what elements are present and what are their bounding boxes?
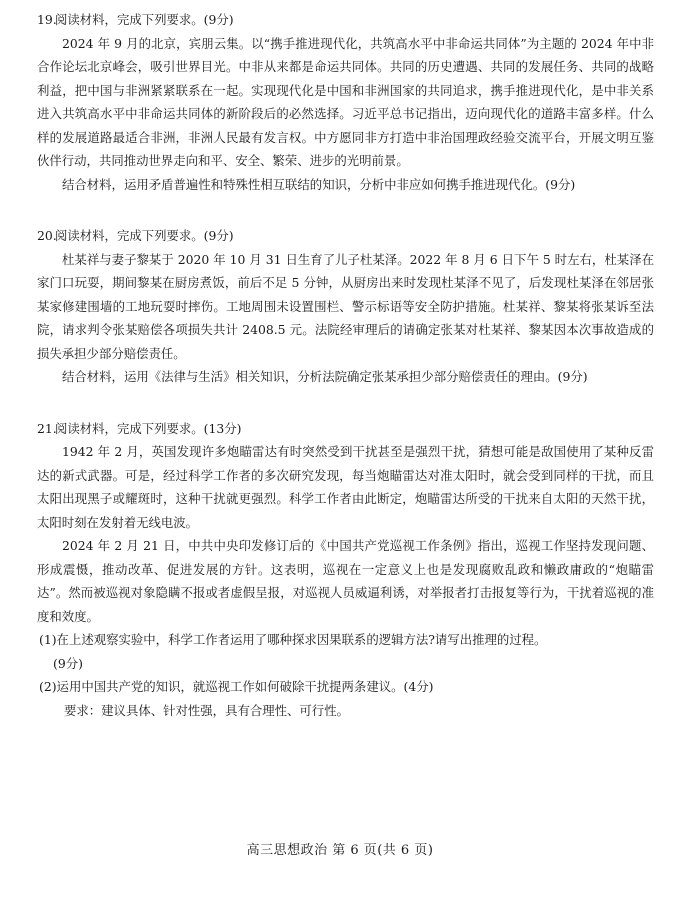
question-19 (37, 8, 654, 196)
page-footer: 高三思想政治 第 6 页(共 6 页) (246, 843, 434, 858)
question-20-task: 结合材料，运用《法律与生活》相关知识，分析法院确定张某承担少部分赔偿责任的理由。(9分) (62, 369, 588, 384)
question-instruction: 阅读材料，完成下列要求。(9分) (55, 228, 234, 243)
sub-question-2-requirement: 要求：建议具体、针对性强，具有合理性、可行性。 (64, 702, 349, 718)
question-19-task: 结合材料，运用矛盾普遍性和特殊性相互联结的知识，分析中非应如何携手推进现代化。(9分) (62, 176, 576, 192)
question-19-material: 2024 年 9 月的北京，宾朋云集。以“携手推进现代化，共筑高水平中非命运共同体”为主题的 2024 年中非合作论坛北京峰会，吸引世界目光。中非从来都是命运共同体。共同的历史遭遇、共同的发展任务、共同的战略利益，把中国与非洲紧紧联系在一起。实现现代化是中国和非洲国家的共同追求，携手推进现代化，是中非关系进入共筑高水平中非命运共同体的新阶段后的必然选择。习近平总书记指出，迈向现代化的道路丰富多样。什么样的发展道路最适合非洲，非洲人民最有发言权。中方愿同非方打造中非治国理政经验交流平台，开展文明互鉴伙伴行动，共同推动世界走向和平、安全、繁荣、进步的光明前景。 (37, 35, 654, 168)
sub-question-1 (37, 628, 654, 675)
question-number: 19. (37, 12, 57, 27)
sub-question-2 (37, 675, 654, 722)
question-number: 21. (37, 420, 57, 436)
sub-question-1-score: (9分) (53, 655, 83, 671)
question-21-material-1: 1942 年 2 月，英国发现许多炮瞄雷达有时突然受到干扰甚至是强烈干扰，猜想可能是敌国使用了某种反雷达的新式武器。可是，经过科学工作者的多次研究发现，每当炮瞄雷达对准太阳时，就会受到同样的干扰，而且太阳出现黑子或耀斑时，这种干扰就更强烈。科学工作者由此断定，炮瞄雷达所受的干扰来自太阳的天然干扰，太阳时刻在发射着无线电波。 (37, 444, 654, 530)
question-21-material-2: 2024 年 2 月 21 日，中共中央印发修订后的《中国共产党巡视工作条例》指出，巡视工作坚持发现问题、形成震慑，推动改革、促进发展的方针。这表明，巡视在一定意义上也是发现腐败乱政和懒政庸政的“炮瞄雷达”。然而被巡视对象隐瞒不报或者虚假呈报，对巡视人员威逼利诱，对举报者打击报复等行为，干扰着巡视的准度和效度。 (37, 538, 654, 624)
question-21-header (37, 417, 654, 441)
question-20-material: 杜某祥与妻子黎某于 2020 年 10 月 31 日生育了儿子杜某泽。2022 年 8 月 6 日下午 5 时左右，杜某泽在家门口玩耍，期间黎某在厨房煮饭，前后不足 5 分钟，从厨房出来时发现杜某泽不见了，后发现杜某泽在邻居张某家修建围墙的工地玩耍时摔伤。工地周围未设置围栏、警示标语等安全防护措施。杜某祥、黎某将张某诉至法院，请求判令张某赔偿各项损失共计 2408.5 元。法院经审理后的请确定张某对杜某祥、黎某因本次事故造成的损失承担少部分赔偿责任。 (37, 251, 654, 361)
question-21 (37, 417, 654, 723)
question-instruction: 阅读材料，完成下列要求。(13分) (55, 420, 242, 436)
question-19-header (37, 8, 654, 32)
question-20 (37, 224, 654, 389)
sub-question-2-text: (2)运用中国共产党的知识，就巡视工作如何破除干扰提两条建议。(4分) (39, 679, 434, 694)
question-instruction: 阅读材料，完成下列要求。(9分) (55, 12, 234, 27)
question-20-header (37, 224, 654, 248)
sub-question-1-text: (1)在上述观察实验中，科学工作者运用了哪种探求因果联系的逻辑方法?请写出推理的过程。 (39, 632, 547, 647)
question-number: 20. (37, 228, 57, 243)
